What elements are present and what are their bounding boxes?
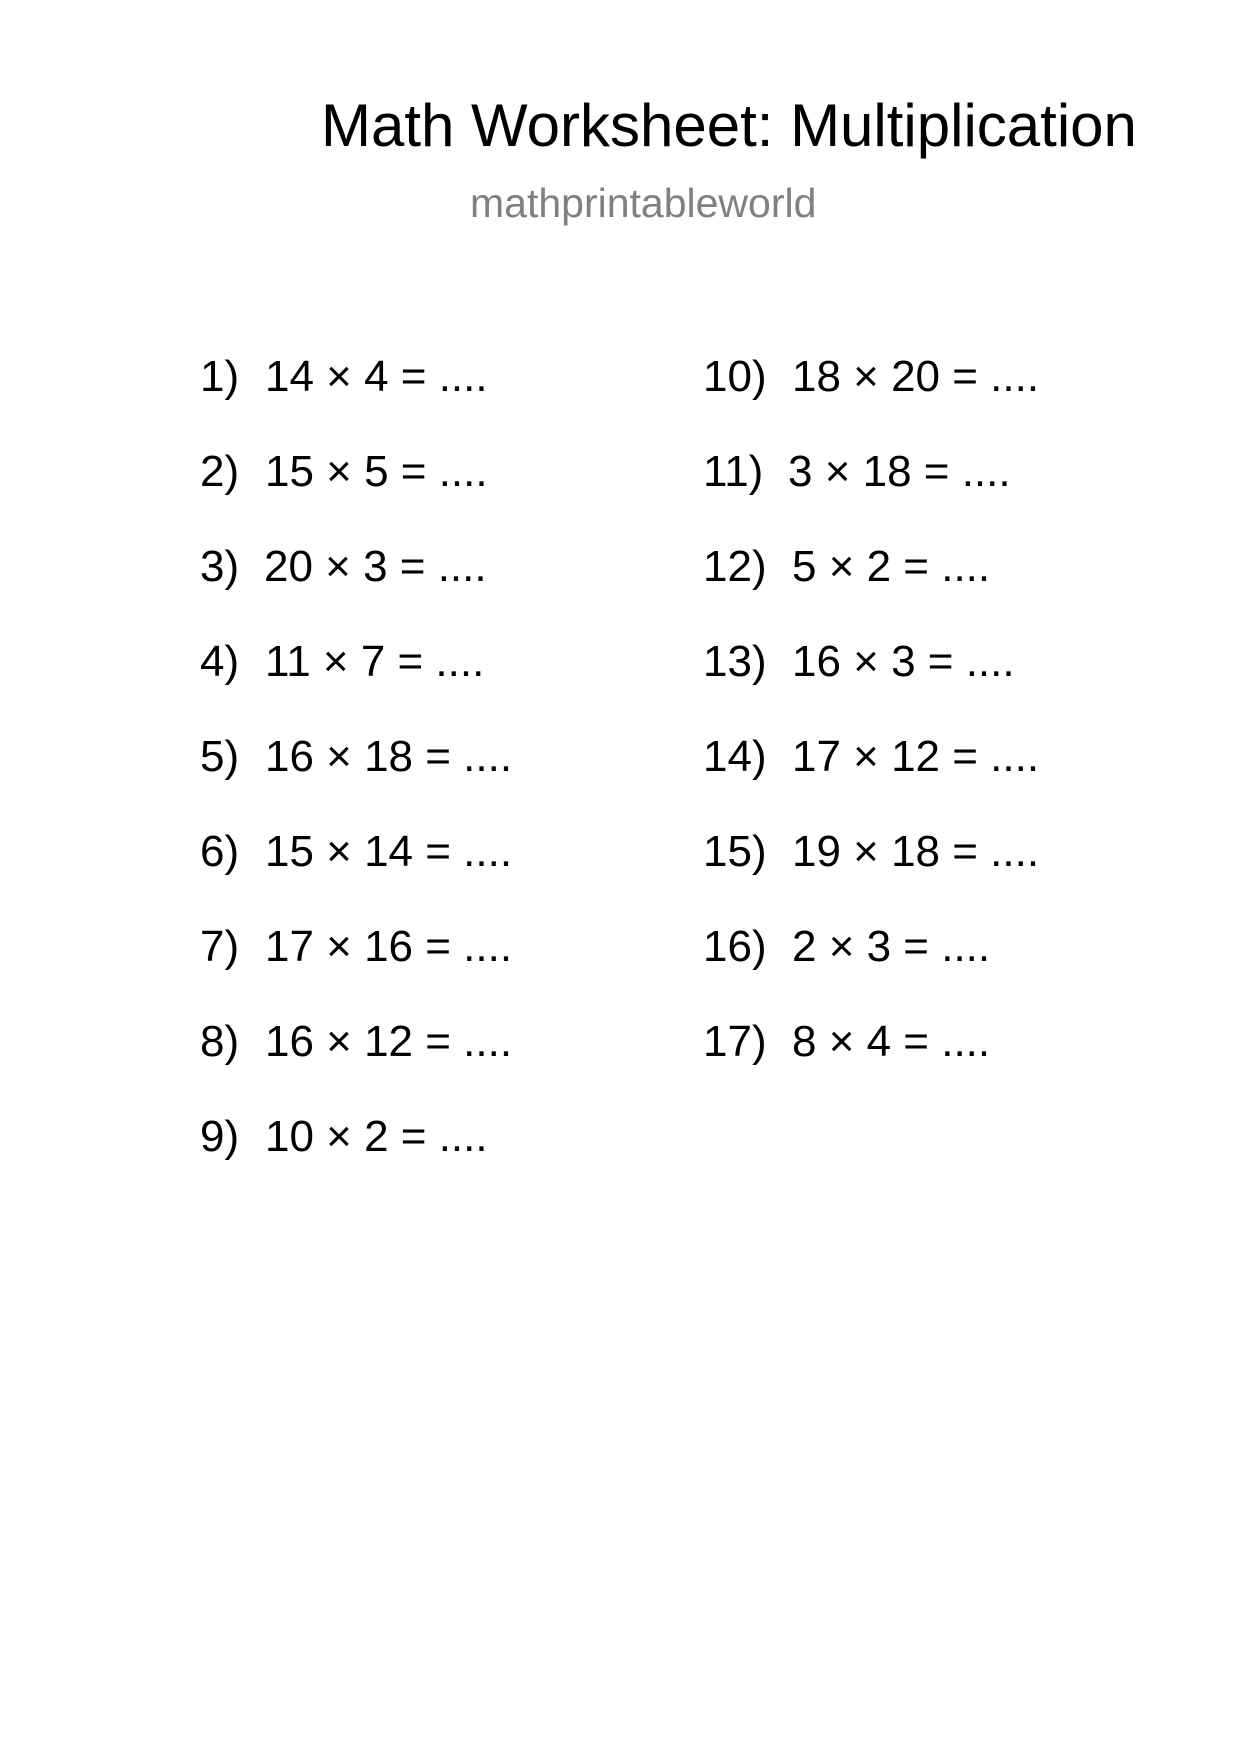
problem-17 (703, 1017, 991, 1066)
problem-16 (703, 922, 991, 971)
problem-expression: 5 × 2 = .... (792, 542, 991, 591)
problem-expression: 8 × 4 = .... (792, 1017, 991, 1066)
problem-expression: 16 × 18 = .... (265, 732, 513, 781)
problem-number: 2) (200, 447, 240, 496)
problem-4 (200, 637, 485, 686)
problem-number: 13) (703, 637, 767, 686)
problem-3 (200, 542, 487, 591)
problem-number: 9) (200, 1112, 240, 1161)
problem-number: 4) (200, 637, 240, 686)
problem-13 (703, 637, 1015, 686)
problem-number: 10) (703, 352, 767, 401)
problem-12 (703, 542, 991, 591)
problem-9 (200, 1112, 488, 1161)
problem-expression: 14 × 4 = .... (265, 352, 488, 401)
problem-expression: 11 × 7 = .... (265, 637, 485, 686)
problem-expression: 15 × 14 = .... (265, 827, 513, 876)
problem-11 (703, 447, 1011, 496)
problem-number: 3) (200, 542, 240, 591)
problem-number: 8) (200, 1017, 240, 1066)
problem-expression: 16 × 3 = .... (792, 637, 1015, 686)
problem-7 (200, 922, 513, 971)
problem-expression: 15 × 5 = .... (265, 447, 488, 496)
problem-14 (703, 732, 1040, 781)
problem-number: 1) (200, 352, 240, 401)
problem-expression: 19 × 18 = .... (792, 827, 1040, 876)
problem-5 (200, 732, 513, 781)
problem-number: 16) (703, 922, 767, 971)
problem-6 (200, 827, 513, 876)
page-subtitle: mathprintableworld (470, 180, 817, 226)
problem-number: 15) (703, 827, 767, 876)
problem-expression: 17 × 16 = .... (265, 922, 513, 971)
problem-expression: 3 × 18 = .... (788, 447, 1011, 496)
problem-expression: 17 × 12 = .... (792, 732, 1040, 781)
problem-number: 5) (200, 732, 240, 781)
problem-number: 17) (703, 1017, 767, 1066)
problem-number: 14) (703, 732, 767, 781)
problem-expression: 20 × 3 = .... (264, 542, 487, 591)
page-title: Math Worksheet: Multiplication (321, 92, 1137, 159)
problem-expression: 18 × 20 = .... (792, 352, 1040, 401)
problem-number: 6) (200, 827, 240, 876)
problem-number: 12) (703, 542, 767, 591)
problem-1 (200, 352, 488, 401)
problem-number: 11) (703, 447, 764, 496)
problem-number: 7) (200, 922, 240, 971)
problem-expression: 2 × 3 = .... (792, 922, 991, 971)
problem-15 (703, 827, 1040, 876)
problem-expression: 16 × 12 = .... (265, 1017, 513, 1066)
problem-8 (200, 1017, 513, 1066)
problem-2 (200, 447, 488, 496)
problem-10 (703, 352, 1040, 401)
problem-expression: 10 × 2 = .... (265, 1112, 488, 1161)
